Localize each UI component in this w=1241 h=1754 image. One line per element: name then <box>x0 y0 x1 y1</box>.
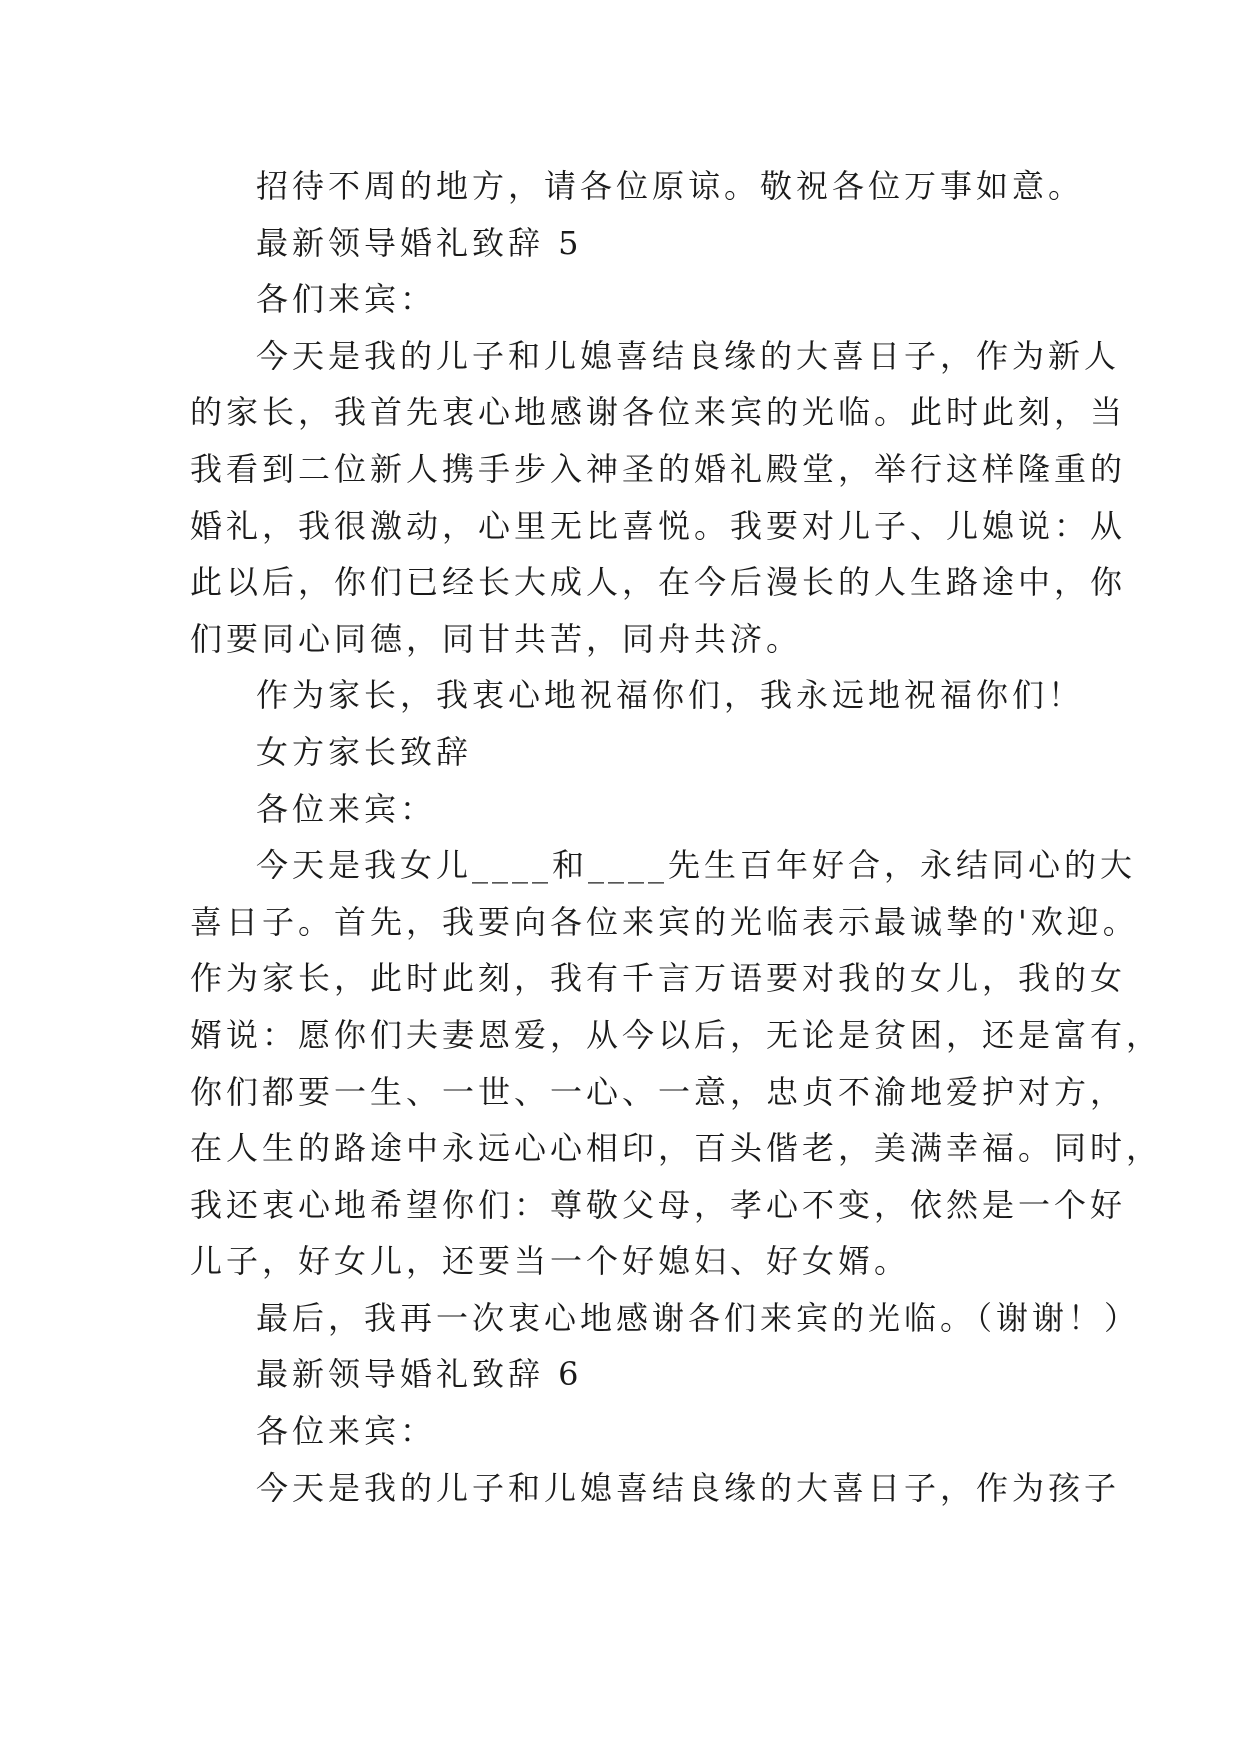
text-line: 作为家长，此时此刻，我有千言万语要对我的女儿，我的女 <box>190 959 1127 998</box>
section-heading: 最新领导婚礼致辞 6 <box>256 1355 583 1394</box>
document-body <box>190 158 1163 1516</box>
text-line: 的家长，我首先衷心地感谢各位来宾的光临。此时此刻，当 <box>190 393 1127 432</box>
text-line: 儿子，好女儿，还要当一个好媳妇、好女婿。 <box>190 1242 911 1281</box>
text-line: 招待不周的地方，请各位原谅。敬祝各位万事如意。 <box>256 167 1085 205</box>
text-line: 你们都要一生、一世、一心、一意，忠贞不渝地爱护对方， <box>190 1072 1127 1111</box>
text-line: 最后，我再一次衷心地感谢各们来宾的光临。（谢谢！） <box>256 1298 1141 1337</box>
text-line: 在人生的路途中永远心心相印，百头偕老，美满幸福。同时， <box>190 1129 1163 1168</box>
text-line: 此以后，你们已经长大成人，在今后漫长的人生路途中，你 <box>190 563 1127 602</box>
text-line: 作为家长，我衷心地祝福你们，我永远地祝福你们！ <box>256 676 1085 715</box>
text-line: 我看到二位新人携手步入神圣的婚礼殿堂，举行这样隆重的 <box>190 449 1127 488</box>
text-line: 婚礼，我很激动，心里无比喜悦。我要对儿子、儿媳说：从 <box>190 506 1127 545</box>
text-line: 今天是我女儿____和____先生百年好合，永结同心的大 <box>256 846 1137 885</box>
salutation: 各位来宾： <box>256 789 437 828</box>
section-heading: 女方家长致辞 <box>256 732 473 771</box>
text-line: 今天是我的儿子和儿媳喜结良缘的大喜日子，作为孩子 <box>256 1468 1121 1507</box>
section-heading: 最新领导婚礼致辞 5 <box>256 223 583 262</box>
text-line: 婿说：愿你们夫妻恩爱，从今以后，无论是贫困，还是富有， <box>190 1015 1163 1054</box>
text-line: 今天是我的儿子和儿媳喜结良缘的大喜日子，作为新人 <box>256 336 1121 375</box>
text-line: 喜日子。首先，我要向各位来宾的光临表示最诚挚的'欢迎。 <box>190 902 1139 941</box>
salutation: 各们来宾： <box>256 280 437 319</box>
salutation: 各位来宾： <box>256 1412 437 1451</box>
text-line: 我还衷心地希望你们：尊敬父母，孝心不变，依然是一个好 <box>190 1185 1127 1224</box>
text-line: 们要同心同德，同甘共苦，同舟共济。 <box>190 619 803 658</box>
